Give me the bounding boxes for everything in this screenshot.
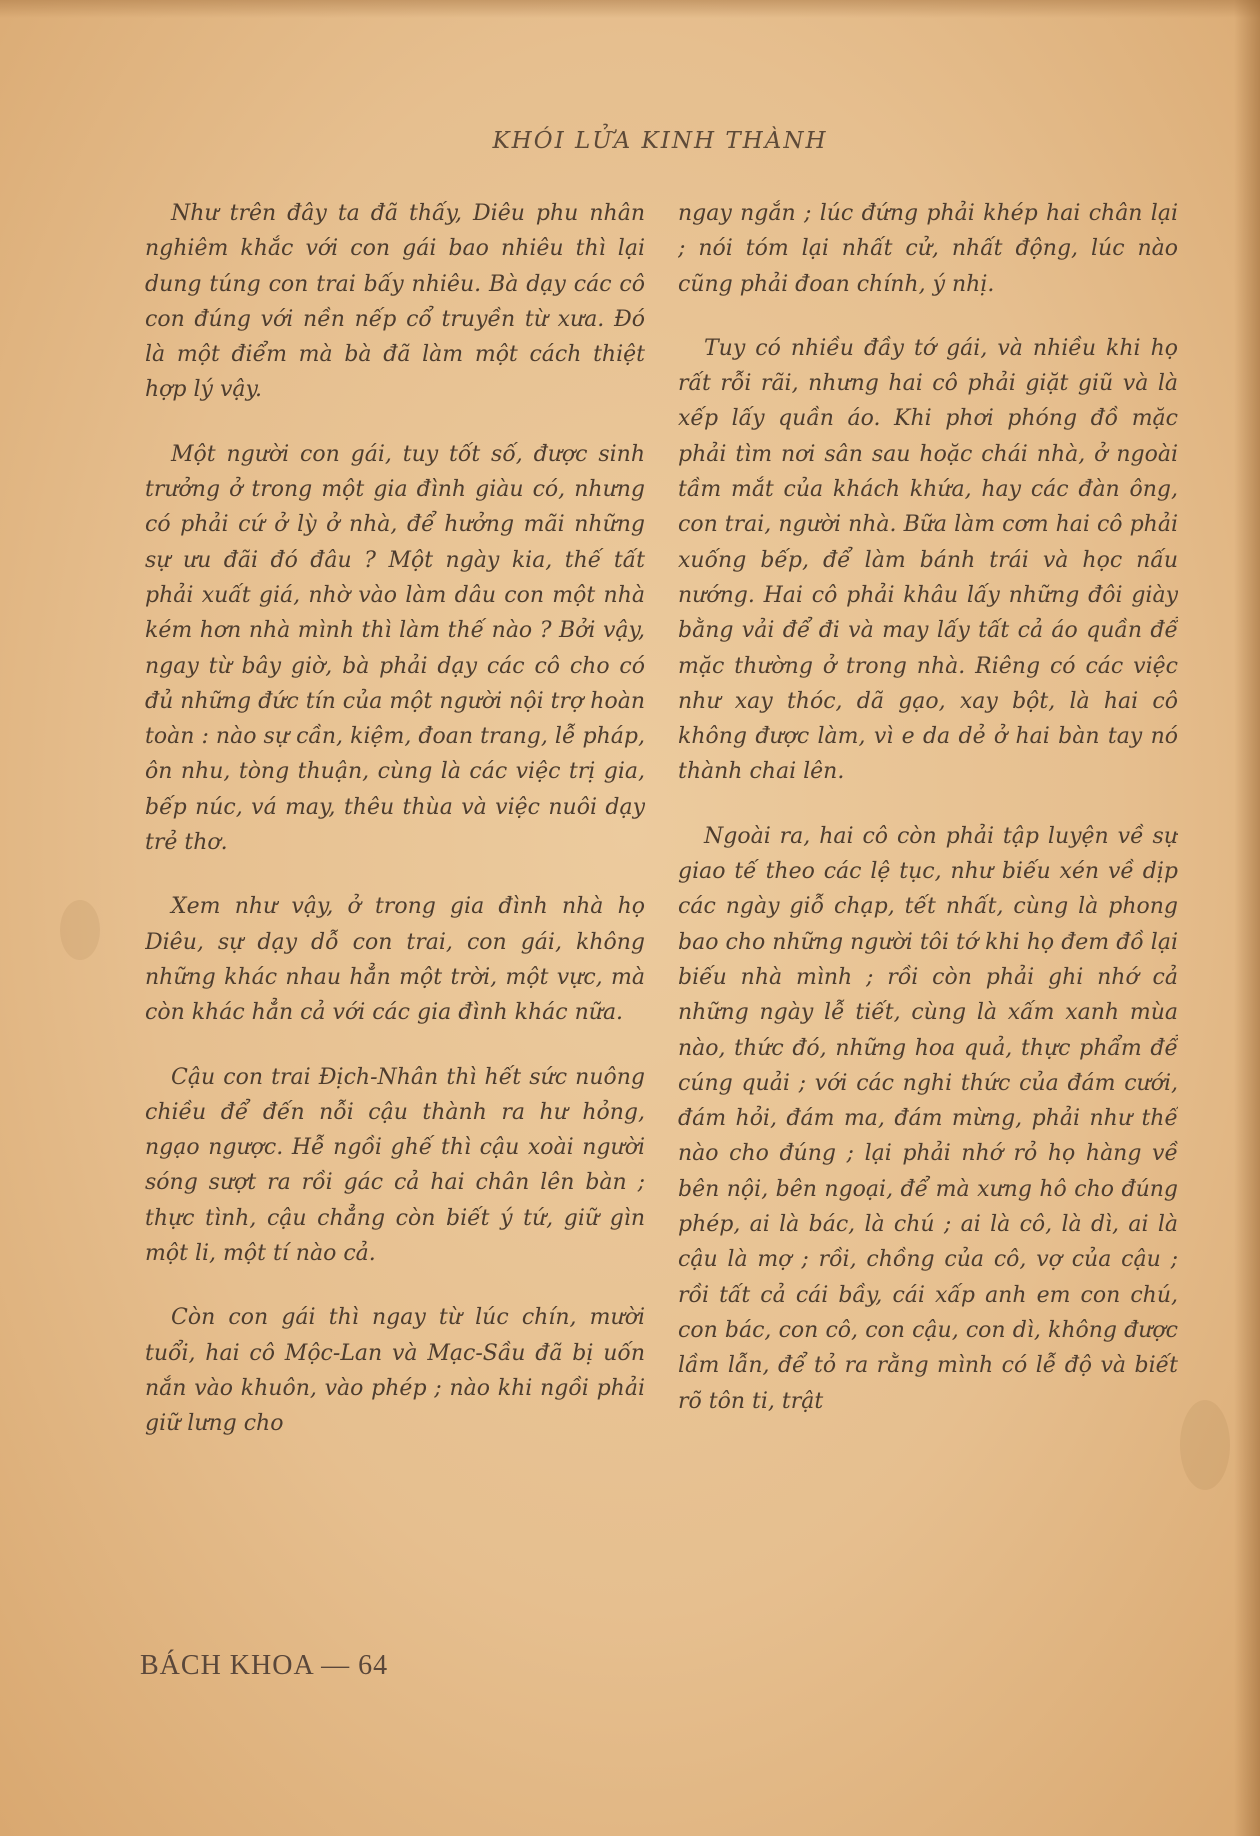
paragraph: Cậu con trai Địch-Nhân thì hết sức nuông chiều để đến nỗi cậu thành ra hư hỏng, ngạo ngược. Hễ ngồi ghế thì cậu xoài người sóng sượt ra rồi gác cả hai chân lên bàn ; thực tình, cậu chẳng còn biết ý tứ, giữ gìn một li, một tí nào cả. bbox=[145, 1064, 645, 1267]
paragraph: Tuy có nhiều đầy tớ gái, và nhiều khi họ rất rỗi rãi, nhưng hai cô phải giặt giũ và là xếp lấy quần áo. Khi phơi phóng đồ mặc phải tìm nơi sân sau hoặc chái nhà, ở ngoài tầm mắt của khách khứa, hay các đàn ông, con trai, người nhà. Bữa làm cơm hai cô phải xuống bếp, để làm bánh trái và học nấu nướng. Hai cô phải khâu lấy những đôi giày bằng vải để đi và may lấy tất cả áo quần để mặc thường ở trong nhà. Riêng có các việc như xay thóc, dã gạo, xay bột, là hai cô không được làm, vì e da dẻ ở hai bàn tay nó thành chai lên. bbox=[678, 335, 1178, 785]
page-footer: BÁCH KHOA — 64 bbox=[140, 1650, 389, 1681]
paragraph: Còn con gái thì ngay từ lúc chín, mười tuổi, hai cô Mộc-Lan và Mạc-Sầu đã bị uốn nắn vào khuôn, vào phép ; nào khi ngồi phải giữ lưng cho bbox=[145, 1305, 645, 1437]
left-column bbox=[145, 196, 645, 1636]
paragraph: Như trên đây ta đã thấy, Diêu phu nhân nghiêm khắc với con gái bao nhiêu thì lại dung túng con trai bấy nhiêu. Bà dạy các cô con đúng với nền nếp cổ truyền từ xưa. Đó là một điểm mà bà đã làm một cách thiệt hợp lý vậy. bbox=[145, 201, 645, 403]
paragraph: Ngoài ra, hai cô còn phải tập luyện về sự giao tế theo các lệ tục, như biếu xén về dịp các ngày giỗ chạp, tết nhất, cùng là phong bao cho những người tôi tớ khi họ đem đồ lại biếu nhà mình ; rồi còn phải ghi nhớ cả những ngày lễ tiết, cùng là xấm xanh mùa nào, thức đó, những hoa quả, thực phẩm để cúng quải ; với các nghi thức của đám cưới, đám hỏi, đám ma, đám mừng, phải như thế nào cho đúng ; lại phải nhớ rỏ họ hàng về bên nội, bên ngoại, để mà xưng hô cho đúng phép, ai là bác, là chú ; ai là cô, là dì, ai là cậu là mợ ; rồi, chồng của cô, vợ của cậu ; rồi tất cả cái bầy, cái xấp anh em con chú, con bác, con cô, con cậu, con dì, không được lầm lẫn, để tỏ ra rằng mình có lễ độ và biết rõ tôn ti, trật bbox=[678, 823, 1178, 1414]
running-header: KHÓI LỬA KINH THÀNH bbox=[492, 128, 828, 154]
right-column bbox=[678, 196, 1178, 1636]
paper-stain bbox=[1180, 1400, 1230, 1490]
paragraph: ngay ngắn ; lúc đứng phải khép hai chân lại ; nói tóm lại nhất cử, nhất động, lúc nào cũng phải đoan chính, ý nhị. bbox=[678, 201, 1178, 297]
paragraph: Xem như vậy, ở trong gia đình nhà họ Diêu, sự dạy dỗ con trai, con gái, không những khác nhau hẳn một trời, một vực, mà còn khác hẳn cả với các gia đình khác nữa. bbox=[145, 894, 645, 1026]
paper-stain bbox=[60, 900, 100, 960]
paragraph: Một người con gái, tuy tốt số, được sinh trưởng ở trong một gia đình giàu có, nhưng có phải cứ ở lỳ ở nhà, để hưởng mãi những sự ưu đãi đó đâu ? Một ngày kia, thế tất phải xuất giá, nhờ vào làm dâu con một nhà kém hơn nhà mình thì làm thế nào ? Bởi vậy, ngay từ bây giờ, bà phải dạy các cô cho có đủ những đức tín của một người nội trợ hoàn toàn : nào sự cần, kiệm, đoan trang, lễ pháp, ôn nhu, tòng thuận, cùng là các việc trị gia, bếp núc, vá may, thêu thùa và việc nuôi dạy trẻ thơ. bbox=[145, 441, 645, 856]
page-edge-shadow-right bbox=[1234, 0, 1260, 1836]
page-edge-shadow-top bbox=[0, 0, 1260, 18]
